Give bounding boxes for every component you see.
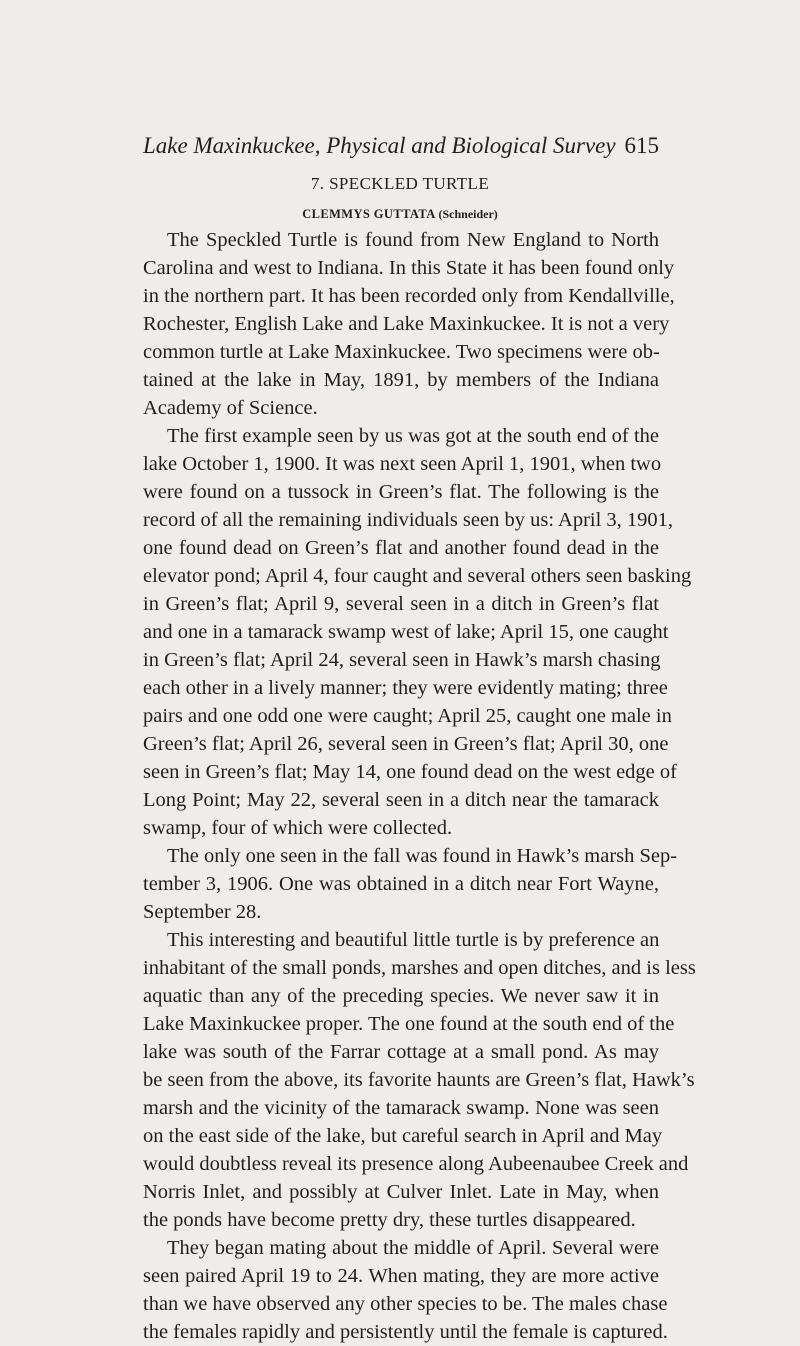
text-line: seen paired April 19 to 24. When mating, they are more active: [143, 1265, 659, 1287]
text-line: pairs and one odd one were caught; April 25, caught one male in: [143, 705, 672, 727]
scientific-name: CLEMMYS GUTTATA: [302, 207, 435, 221]
text-line: in Green’s flat; April 24, several seen in Hawk’s marsh chasing: [143, 649, 661, 671]
text-line: common turtle at Lake Maxinkuckee. Two specimens were ob-: [143, 341, 660, 363]
text-line: The first example seen by us was got at the south end of the: [167, 425, 659, 447]
text-line: Academy of Science.: [143, 397, 318, 419]
text-line: lake October 1, 1900. It was next seen April 1, 1901, when two: [143, 453, 662, 475]
section-title: 7. SPECKLED TURTLE: [310, 174, 490, 193]
text-line: on the east side of the lake, but careful search in April and May: [143, 1125, 663, 1147]
text-line: each other in a lively manner; they were evidently mating; three: [143, 677, 668, 699]
text-line: swamp, four of which were collected.: [143, 817, 453, 839]
text-line: the females rapidly and persistently until the female is captured.: [143, 1321, 668, 1343]
text-line: in Green’s flat; April 9, several seen in a ditch in Green’s flat: [143, 593, 659, 615]
text-line: Carolina and west to Indiana. In this State it has been found only: [143, 257, 675, 279]
text-line: Green’s flat; April 26, several seen in Green’s flat; April 30, one: [143, 733, 669, 755]
text-line: aquatic than any of the preceding species. We never saw it in: [143, 985, 659, 1007]
text-line: Long Point; May 22, several seen in a ditch near the tamarack: [143, 789, 659, 811]
text-line: seen in Green’s flat; May 14, one found dead on the west edge of: [143, 761, 677, 783]
text-line: The Speckled Turtle is found from New England to North: [167, 229, 659, 251]
text-line: tember 3, 1906. One was obtained in a ditch near Fort Wayne,: [143, 873, 659, 895]
text-line: in the northern part. It has been recorded only from Kendallville,: [143, 285, 675, 307]
running-head: [143, 131, 659, 161]
species-authority: (Schneider): [438, 207, 498, 221]
text-line: than we have observed any other species to be. The males chase: [143, 1293, 668, 1315]
text-line: would doubtless reveal its presence along Aubeenaubee Creek and: [143, 1153, 689, 1175]
text-line: tained at the lake in May, 1891, by members of the Indiana: [143, 369, 659, 391]
text-line: were found on a tussock in Green’s flat. The following is the: [143, 481, 659, 503]
text-line: Lake Maxinkuckee proper. The one found at the south end of the: [143, 1013, 675, 1035]
text-line: Rochester, English Lake and Lake Maxinkuckee. It is not a very: [143, 313, 670, 335]
journal-title: Lake Maxinkuckee, Physical and Biological Survey: [143, 133, 616, 158]
text-line: the ponds have become pretty dry, these turtles disappeared.: [143, 1209, 636, 1231]
text-line: marsh and the vicinity of the tamarack swamp. None was seen: [143, 1097, 659, 1119]
text-line: and one in a tamarack swamp west of lake; April 15, one caught: [143, 621, 669, 643]
text-line: one found dead on Green’s flat and another found dead in the: [143, 537, 659, 559]
text-line: Norris Inlet, and possibly at Culver Inlet. Late in May, when: [143, 1181, 659, 1203]
text-line: September 28.: [143, 901, 262, 923]
text-line: record of all the remaining individuals seen by us: April 3, 1901,: [143, 509, 674, 531]
text-line: inhabitant of the small ponds, marshes and open ditches, and is less: [143, 957, 696, 979]
page-number: 615: [624, 133, 659, 158]
text-line: elevator pond; April 4, four caught and several others seen basking: [143, 565, 692, 587]
text-line: be seen from the above, its favorite haunts are Green’s flat, Hawk’s: [143, 1069, 695, 1091]
species-heading: [0, 206, 800, 222]
text-line: The only one seen in the fall was found in Hawk’s marsh Sep-: [167, 845, 678, 867]
text-line: They began mating about the middle of April. Several were: [167, 1237, 659, 1259]
text-line: lake was south of the Farrar cottage at a small pond. As may: [143, 1041, 659, 1063]
body-text: [143, 226, 696, 1346]
text-line: This interesting and beautiful little turtle is by preference an: [167, 929, 660, 951]
